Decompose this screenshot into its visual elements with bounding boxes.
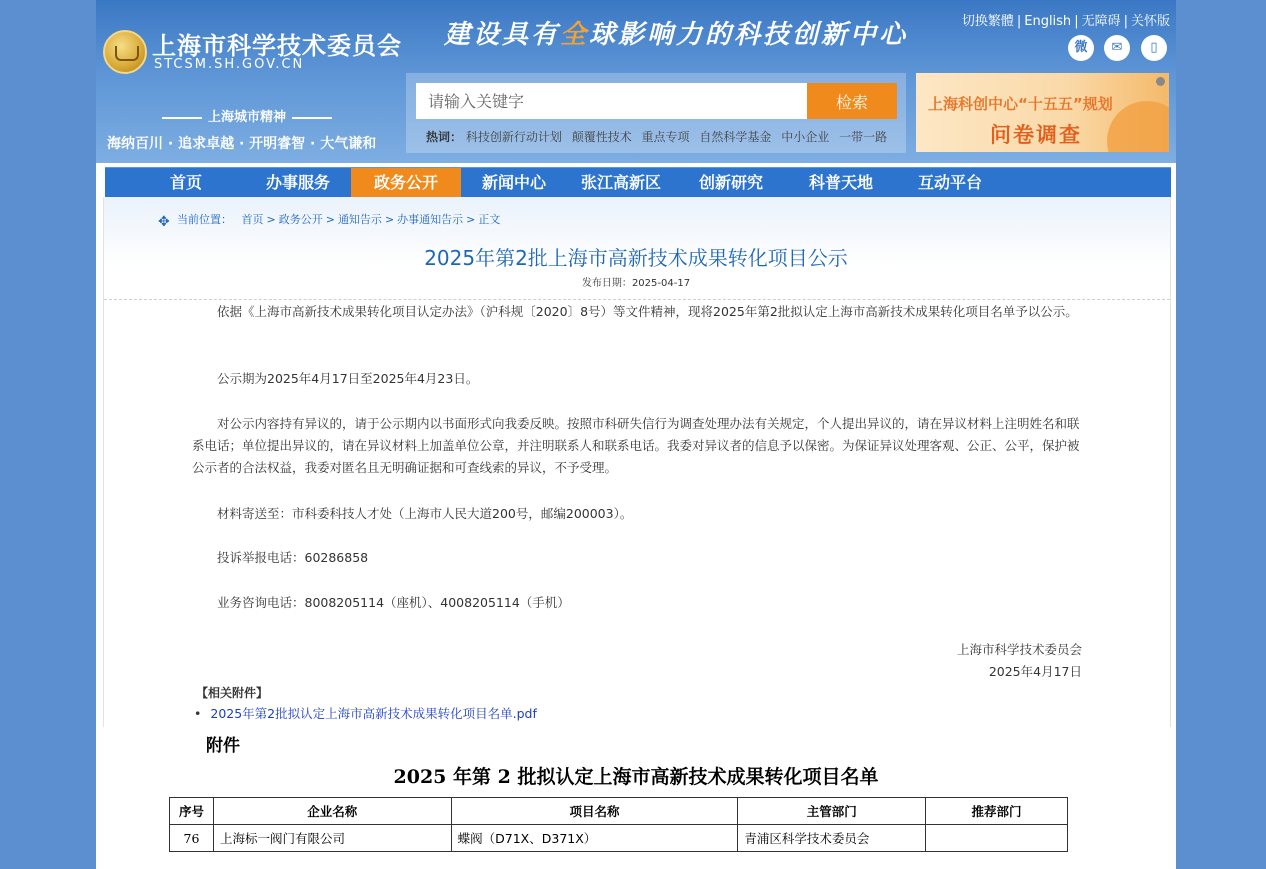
article-title: 2025年第2批上海市高新技术成果转化项目公示 bbox=[424, 246, 848, 270]
site-domain: STCSM.SH.GOV.CN bbox=[154, 57, 305, 72]
nav-news[interactable]: 新闻中心 bbox=[481, 173, 546, 192]
divider bbox=[104, 299, 1170, 300]
survey-banner[interactable] bbox=[916, 73, 1169, 152]
table-cell: 青浦区科学技术委员会 bbox=[738, 825, 926, 852]
table-header-row bbox=[170, 798, 1068, 825]
hot-word[interactable]: 一带一路 bbox=[839, 130, 888, 144]
breadcrumb-current: 正文 bbox=[478, 213, 501, 226]
city-spirit-title: 上海城市精神 bbox=[156, 106, 338, 125]
link-traditional[interactable]: 切换繁體 bbox=[961, 14, 1014, 29]
hot-words-label: 热词： bbox=[426, 130, 463, 144]
slogan-highlight: 全 bbox=[560, 20, 590, 50]
breadcrumb-service-notices[interactable]: 办事通知告示 bbox=[397, 213, 464, 226]
column-header: 企业名称 bbox=[213, 798, 451, 825]
slogan bbox=[444, 14, 908, 51]
nav-gov-affairs[interactable]: 政务公开 bbox=[351, 168, 461, 198]
hot-word[interactable]: 中小企业 bbox=[781, 130, 830, 144]
page bbox=[96, 0, 1176, 869]
publish-date-value: 2025-04-17 bbox=[631, 278, 691, 289]
article-paragraph: 对公示内容持有异议的，请于公示期内以书面形式向我委反映。按照市科研失信行为调查处理办法有关规定，个人提出异议的，请在异议材料上注明姓名和联系电话；单位提出异议的，请在异议材料上加盖单位公章，并注明联系人和联系电话。我委对异议者的信息予以保密。为保证异议处理客观、公正、公平，保护被公示者的合法权益，我委对匿名且无明确证据和可查线索的异议，不予受理。 bbox=[192, 416, 1080, 475]
link-english[interactable]: English bbox=[1024, 14, 1072, 29]
hot-word[interactable]: 科技创新行动计划 bbox=[465, 130, 562, 144]
link-care-mode[interactable]: 关怀版 bbox=[1130, 14, 1170, 29]
column-header: 主管部门 bbox=[738, 798, 926, 825]
nav-services[interactable]: 办事服务 bbox=[265, 173, 330, 192]
survey-decoration bbox=[1107, 101, 1169, 152]
nav-interaction[interactable]: 互动平台 bbox=[917, 173, 982, 192]
hot-word[interactable]: 颠覆性技术 bbox=[571, 130, 632, 144]
column-header: 序号 bbox=[170, 798, 214, 825]
search-input[interactable] bbox=[416, 83, 808, 119]
attachment-item bbox=[194, 704, 537, 722]
table-row bbox=[170, 825, 1068, 852]
site-name[interactable]: 上海市科学技术委员会 bbox=[152, 32, 402, 60]
wechat-icon[interactable]: ✉ bbox=[1104, 35, 1130, 61]
signature-org: 上海市科学技术委员会 bbox=[956, 642, 1082, 657]
hot-words bbox=[426, 128, 893, 145]
site-header bbox=[96, 0, 1176, 163]
emblem-icon[interactable] bbox=[103, 30, 147, 74]
article-paragraph: 材料寄送至：市科委科技人才处（上海市人民大道200号，邮编200003）。 bbox=[217, 506, 633, 521]
search-area bbox=[406, 73, 906, 153]
breadcrumb-gov-affairs[interactable]: 政务公开 bbox=[278, 213, 323, 226]
column-header: 推荐部门 bbox=[926, 798, 1068, 825]
top-links: 切换繁體 | English | 无障碍 | 关怀版 bbox=[961, 14, 1170, 29]
project-table bbox=[169, 797, 1068, 852]
signature-date: 2025年4月17日 bbox=[988, 664, 1082, 679]
attachments-label: 【相关附件】 bbox=[196, 686, 269, 700]
table-cell bbox=[926, 825, 1068, 852]
city-spirit-text: 海纳百川 · 追求卓越 · 开明睿智 · 大气谦和 bbox=[107, 136, 377, 152]
slogan-part: 建设具有 bbox=[444, 20, 561, 50]
publish-date bbox=[96, 274, 1176, 289]
hot-word[interactable]: 自然科学基金 bbox=[699, 130, 772, 144]
attachment-link[interactable]: 2025年第2批拟认定上海市高新技术成果转化项目名单.pdf bbox=[210, 706, 537, 721]
search-button[interactable]: 检索 bbox=[807, 83, 897, 119]
publish-date-label: 发布日期： bbox=[581, 278, 632, 289]
weibo-icon[interactable]: 微 bbox=[1068, 35, 1094, 61]
main-nav bbox=[105, 167, 1171, 197]
pdf-title: 2025 年第 2 批拟认定上海市高新技术成果转化项目名单 bbox=[393, 766, 879, 788]
article-paragraph: 投诉举报电话：60286858 bbox=[217, 550, 369, 565]
nav-home[interactable]: 首页 bbox=[169, 173, 202, 192]
article-paragraph: 公示期为2025年4月17日至2025年4月23日。 bbox=[217, 371, 479, 386]
table-cell: 蝶阀（D71X、D371X） bbox=[451, 825, 738, 852]
nav-innovation[interactable]: 创新研究 bbox=[698, 173, 763, 192]
article-paragraph: 依据《上海市高新技术成果转化项目认定办法》（沪科规〔2020〕8号）等文件精神，现将2025年第2批拟认定上海市高新技术成果转化项目名单予以公示。 bbox=[217, 304, 1078, 319]
nav-zhangjiang[interactable]: 张江高新区 bbox=[580, 173, 661, 192]
location-icon: ✥ bbox=[158, 214, 170, 230]
hot-word[interactable]: 重点专项 bbox=[641, 130, 690, 144]
breadcrumb-notices[interactable]: 通知告示 bbox=[337, 213, 382, 226]
survey-title: 上海科创中心“十五五”规划 bbox=[928, 95, 1113, 113]
banner-close-icon[interactable] bbox=[1156, 77, 1165, 86]
column-header: 项目名称 bbox=[451, 798, 738, 825]
bullet-icon: • bbox=[194, 706, 202, 721]
link-accessibility[interactable]: 无障碍 bbox=[1081, 14, 1121, 29]
mobile-icon[interactable]: ▯ bbox=[1141, 35, 1167, 61]
survey-subtitle: 问卷调查 bbox=[990, 123, 1082, 147]
slogan-part: 球影响力的科技创新中心 bbox=[589, 20, 909, 50]
nav-science-pop[interactable]: 科普天地 bbox=[808, 173, 873, 192]
article-paragraph: 业务咨询电话：8008205114（座机）、4008205114（手机） bbox=[217, 595, 570, 610]
table-cell: 76 bbox=[170, 825, 214, 852]
breadcrumb-label: 当前位置： bbox=[177, 213, 232, 226]
breadcrumb-home[interactable]: 首页 bbox=[241, 213, 264, 226]
table-cell: 上海标一阀门有限公司 bbox=[213, 825, 451, 852]
breadcrumb: ✥ 当前位置： 首页 > 政务公开 > 通知告示 > 办事通知告示 > 正文 bbox=[158, 213, 501, 230]
pdf-heading: 附件 bbox=[206, 736, 240, 756]
